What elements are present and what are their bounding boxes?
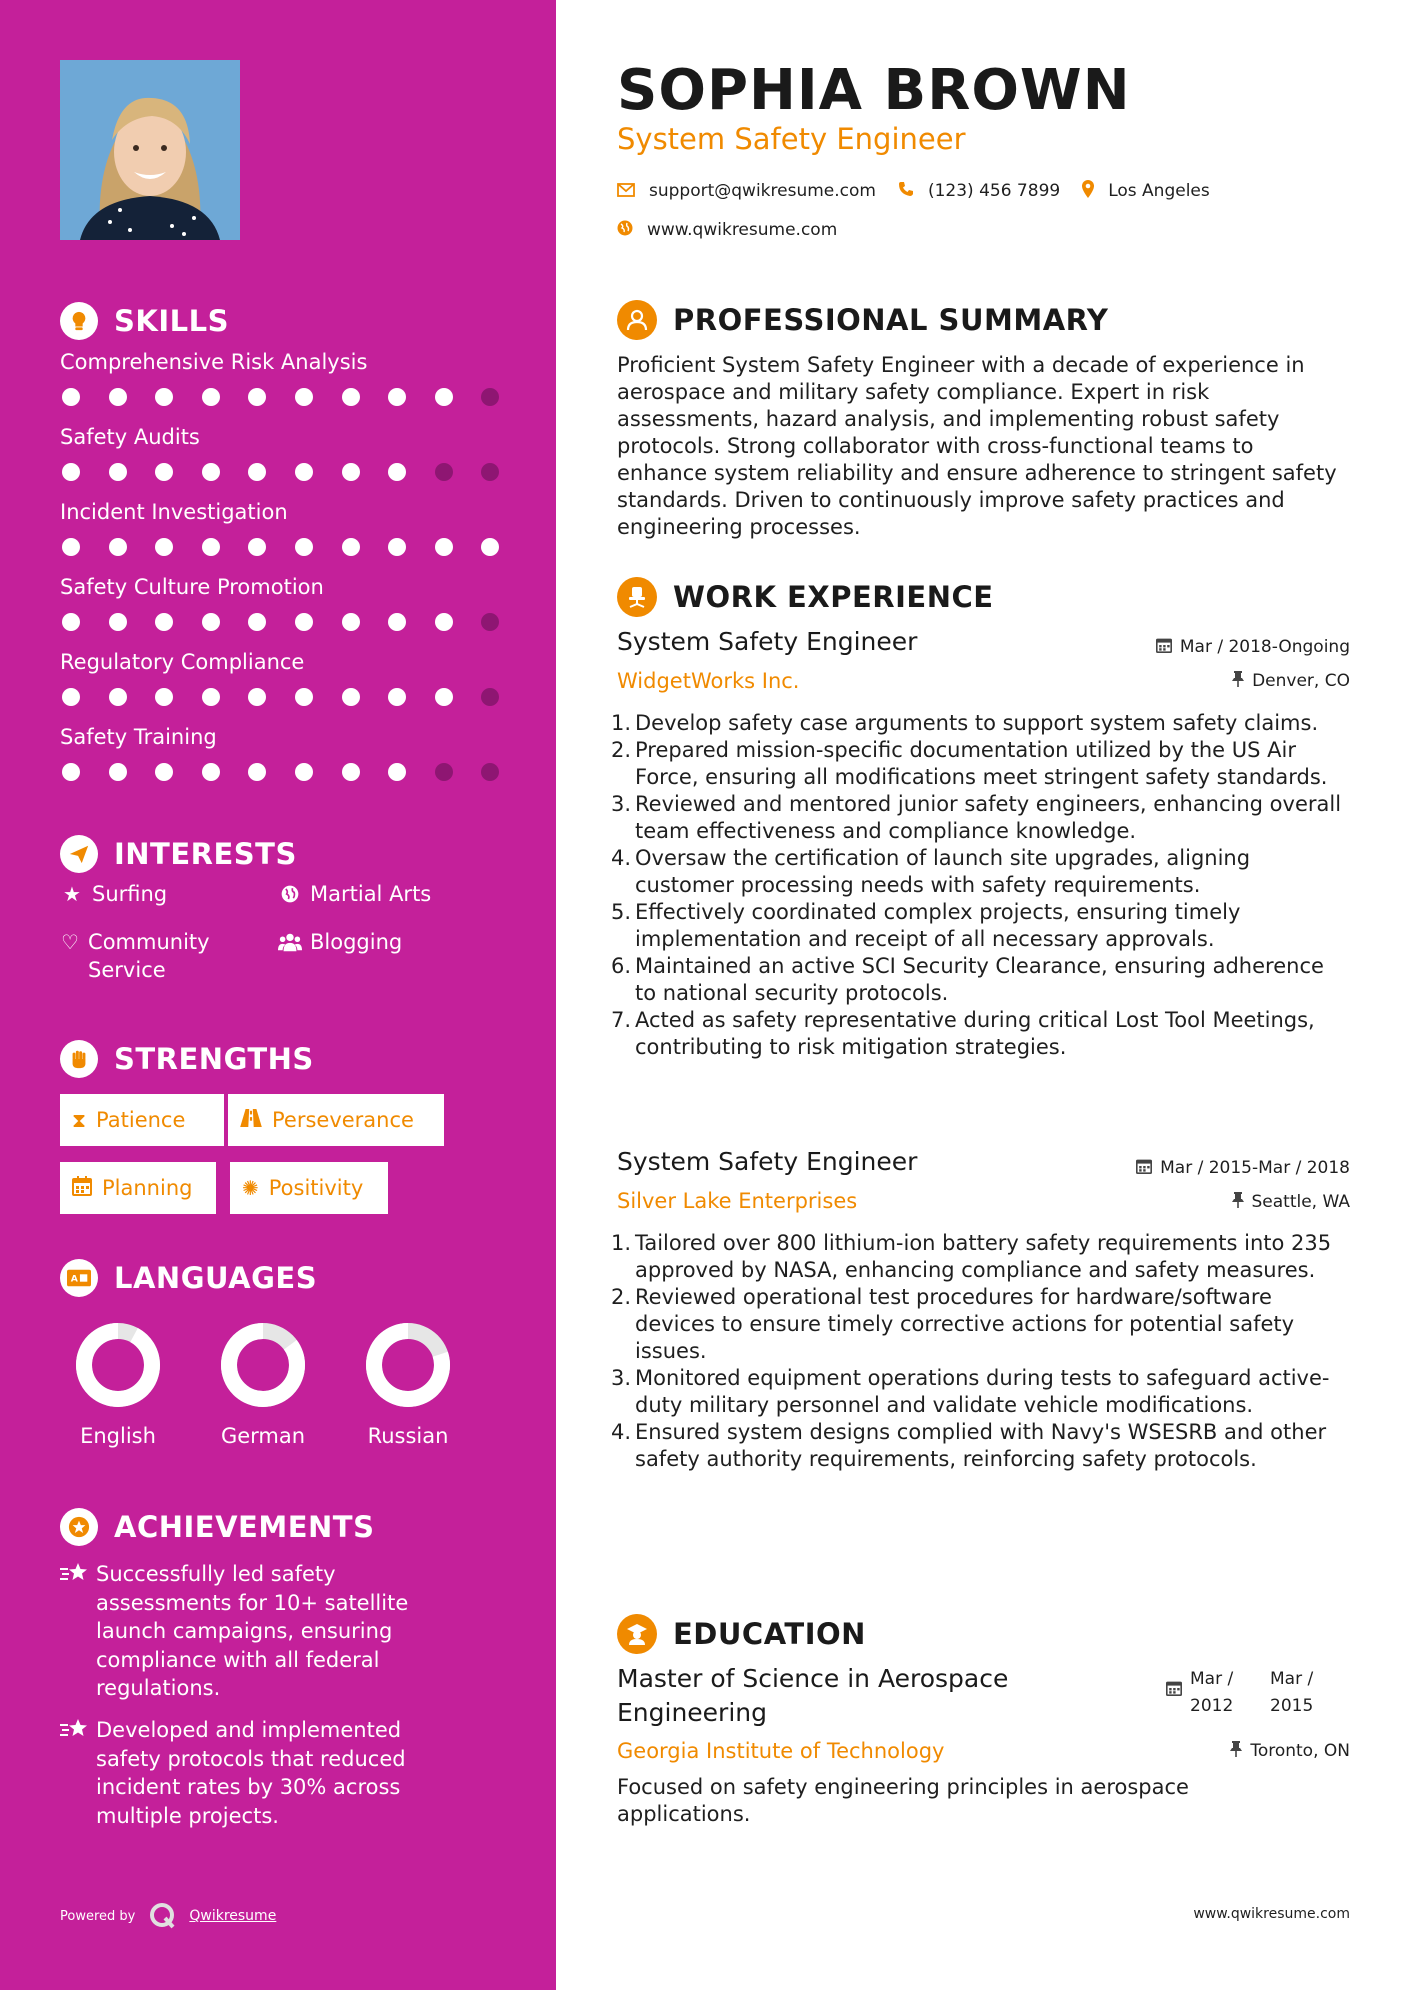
skill-rating [60, 463, 500, 481]
skills-title: SKILLS [114, 304, 229, 338]
strengths-heading [60, 1040, 314, 1078]
education-location-text: Toronto, ON [1250, 1741, 1350, 1761]
interest-item [60, 880, 167, 908]
language-donut [363, 1320, 453, 1410]
skills-heading [60, 302, 229, 340]
skill-rating [60, 763, 500, 781]
job-location [1232, 671, 1350, 691]
location-text: Los Angeles [1108, 181, 1210, 201]
summary-title: PROFESSIONAL SUMMARY [673, 303, 1109, 337]
job-bullets [611, 710, 1347, 1061]
skill-name: Incident Investigation [60, 500, 288, 524]
email-item [617, 181, 876, 201]
job-location [1232, 1192, 1351, 1212]
skills-list [60, 350, 500, 800]
rating-dot-filled [342, 538, 360, 556]
svg-text:A: A [70, 1273, 78, 1285]
rating-dot-empty [435, 463, 453, 481]
calendar-icon [1136, 1158, 1152, 1178]
summary-text: Proficient System Safety Engineer with a decade of experience in aerospace and military safety compliance. Expert in risk assessments, hazard analysis, and implementing robust safety protocols. Strong collaborator with cross-functional teams to enhance system reliability and ensure adherence to stringent safety standards. Driven to continuously improve safety practices and engineering processes. [617, 353, 1337, 539]
rating-dot-filled [248, 463, 266, 481]
achievement-text: Developed and implemented safety protocols that reduced incident rates by 30% across multiple projects. [96, 1718, 406, 1828]
language-item [203, 1320, 323, 1448]
rating-dot-filled [155, 613, 173, 631]
bullet-text: Maintained an active SCI Security Clearance, ensuring adherence to national security protocols. [635, 954, 1324, 1005]
footer-url[interactable]: www.qwikresume.com [1193, 1906, 1350, 1922]
rating-dot-filled [62, 388, 80, 406]
languages-heading [60, 1259, 317, 1297]
language-item [348, 1320, 468, 1448]
strength-tag [60, 1162, 216, 1214]
skill-name: Safety Audits [60, 425, 200, 449]
bullet-text: Tailored over 800 lithium-ion battery safety requirements into 235 approved by NASA, enhancing compliance and safety measures. [635, 1231, 1332, 1282]
skill-item [60, 500, 500, 575]
skill-rating [60, 388, 500, 406]
rating-dot-filled [295, 538, 313, 556]
rating-dot-filled [295, 613, 313, 631]
rating-dot-filled [202, 763, 220, 781]
job-bullet [611, 899, 1347, 953]
rating-dot-empty [481, 688, 499, 706]
road-icon [240, 1108, 262, 1132]
rating-dot-filled [202, 388, 220, 406]
strength-tag [60, 1094, 224, 1146]
achievement-item [60, 1560, 446, 1703]
language-donut [73, 1320, 163, 1410]
shooting-star-icon [60, 1716, 96, 1750]
achievement-text: Successfully led safety assessments for 10+ satellite launch campaigns, ensuring compliance with all federal regulations. [96, 1562, 409, 1700]
rating-dot-filled [248, 613, 266, 631]
education-end: Mar / 2015 [1270, 1669, 1314, 1716]
interest-item [278, 928, 402, 959]
education-location [1230, 1741, 1350, 1761]
graduate-icon [617, 1614, 657, 1654]
rating-dot-filled [155, 388, 173, 406]
calendar-icon [1156, 637, 1172, 657]
website-text[interactable]: www.qwikresume.com [647, 220, 838, 240]
phone-text[interactable]: (123) 456 7899 [927, 181, 1061, 201]
skill-name: Safety Culture Promotion [60, 575, 324, 599]
rating-dot-filled [248, 538, 266, 556]
education-title: EDUCATION [673, 1617, 866, 1651]
office-chair-icon [617, 577, 657, 617]
company-name: WidgetWorks Inc. [617, 669, 800, 693]
bullet-text: Prepared mission-specific documentation utilized by the US Air Force, ensuring all modifications meet stringent safety standards. [635, 738, 1328, 789]
bullet-number: 2. [611, 738, 632, 762]
bullet-text: Ensured system designs complied with Navy's WSESRB and other safety authority requirements, reinforcing safety protocols. [635, 1420, 1327, 1471]
user-icon [617, 300, 657, 340]
skill-name: Regulatory Compliance [60, 650, 305, 674]
interest-label: Blogging [310, 930, 403, 954]
rating-dot-empty [435, 763, 453, 781]
pushpin-icon [1230, 1741, 1242, 1761]
rating-dot-filled [155, 688, 173, 706]
rating-dot-filled [109, 688, 127, 706]
rating-dot-empty [481, 463, 499, 481]
school-name: Georgia Institute of Technology [617, 1739, 945, 1763]
bullet-text: Oversaw the certification of launch site upgrades, aligning customer processing needs with safety requirements. [635, 846, 1251, 897]
location-item [1082, 180, 1210, 202]
job-bullet [611, 1365, 1347, 1419]
globe-icon [278, 880, 302, 911]
job-bullet [611, 737, 1347, 791]
strength-label: Perseverance [272, 1108, 414, 1132]
rating-dot-filled [295, 463, 313, 481]
achievements-heading [60, 1508, 374, 1546]
website-row [617, 220, 859, 240]
job-location-text: Denver, CO [1252, 671, 1350, 691]
interests-heading [60, 835, 297, 873]
summary-heading [617, 300, 1108, 340]
rating-dot-filled [62, 463, 80, 481]
language-icon [60, 1259, 98, 1297]
bullet-number: 3. [611, 792, 632, 816]
rating-dot-filled [155, 763, 173, 781]
rating-dot-filled [295, 763, 313, 781]
fist-icon [60, 1040, 98, 1078]
bullet-text: Reviewed and mentored junior safety engineers, enhancing overall team effectiveness and compliance knowledge. [635, 792, 1342, 843]
job-title: System Safety Engineer [617, 627, 918, 656]
job-dates-text: Mar / 2015-Mar / 2018 [1160, 1158, 1350, 1178]
pushpin-icon [1232, 671, 1244, 691]
powered-by-label: Powered by [60, 1908, 136, 1924]
rating-dot-filled [109, 763, 127, 781]
job-bullet [611, 791, 1347, 845]
hourglass-icon: ⧗ [72, 1108, 87, 1132]
rating-dot-empty [481, 388, 499, 406]
language-item [58, 1320, 178, 1448]
rating-dot-filled [388, 463, 406, 481]
skill-rating [60, 613, 500, 631]
bullet-text: Acted as safety representative during critical Lost Tool Meetings, contributing to risk mitigation strategies. [635, 1008, 1315, 1059]
job-bullet [611, 1007, 1347, 1061]
rating-dot-filled [248, 388, 266, 406]
phone-icon [898, 181, 914, 201]
rating-dot-filled [388, 688, 406, 706]
rating-dot-filled [342, 763, 360, 781]
bullet-number: 1. [611, 711, 632, 735]
bullet-number: 6. [611, 954, 632, 978]
degree-title: Master of Science in Aerospace Engineering [617, 1664, 1009, 1727]
language-donut-fill [84, 1331, 152, 1399]
shooting-star-icon [60, 1560, 96, 1594]
skill-item [60, 650, 500, 725]
job-location-text: Seattle, WA [1251, 1192, 1350, 1212]
strength-label: Patience [96, 1108, 186, 1132]
email-text[interactable]: support@qwikresume.com [649, 181, 876, 201]
bullet-text: Reviewed operational test procedures for hardware/software devices to ensure timely corrective actions for potential safety issues. [635, 1285, 1295, 1363]
skill-item [60, 425, 500, 500]
skill-rating [60, 688, 500, 706]
language-donut [218, 1320, 308, 1410]
job-title: System Safety Engineer [617, 1147, 918, 1176]
interests-title: INTERESTS [114, 837, 297, 871]
rating-dot-empty [481, 763, 499, 781]
map-pin-icon [1082, 180, 1094, 202]
skill-item [60, 575, 500, 650]
website-item [617, 220, 837, 240]
strength-label: Planning [102, 1176, 193, 1200]
candidate-name: SOPHIA BROWN [617, 58, 1131, 123]
rating-dot-filled [388, 388, 406, 406]
powered-by [60, 1902, 276, 1930]
languages-title: LANGUAGES [114, 1261, 318, 1295]
job-bullets [611, 1230, 1347, 1473]
skill-name: Comprehensive Risk Analysis [60, 350, 368, 374]
rating-dot-filled [295, 388, 313, 406]
rating-dot-filled [435, 538, 453, 556]
sidebar [0, 0, 556, 1990]
bullet-number: 2. [611, 1285, 632, 1309]
education-heading [617, 1614, 866, 1654]
language-name: German [220, 1424, 306, 1448]
rating-dot-filled [388, 763, 406, 781]
job-dates [1156, 637, 1350, 657]
interest-label: Martial Arts [310, 882, 432, 906]
contact-row [617, 180, 1232, 202]
rating-dot-filled [62, 688, 80, 706]
job-bullet [611, 1230, 1347, 1284]
job-dates [1136, 1158, 1350, 1178]
experience-title: WORK EXPERIENCE [673, 580, 994, 614]
bullet-text: Develop safety case arguments to support system safety claims. [635, 711, 1319, 735]
bullet-number: 3. [611, 1366, 632, 1390]
sun-icon: ✺ [242, 1176, 259, 1200]
rating-dot-filled [248, 763, 266, 781]
achievements-title: ACHIEVEMENTS [114, 1510, 375, 1544]
bullet-number: 4. [611, 1420, 632, 1444]
pushpin-icon [1232, 1192, 1244, 1212]
rating-dot-filled [388, 538, 406, 556]
skill-item [60, 725, 500, 800]
rating-dot-filled [109, 613, 127, 631]
job-bullet [611, 1284, 1347, 1365]
star-icon: ★ [63, 882, 81, 906]
bullet-number: 7. [611, 1008, 632, 1032]
interest-item [60, 928, 260, 984]
rating-dot-filled [342, 388, 360, 406]
qwikresume-link[interactable]: Qwikresume [189, 1908, 277, 1924]
strength-tag [230, 1162, 388, 1214]
qwikresume-logo-icon [149, 1902, 177, 1930]
experience-heading [617, 577, 994, 617]
rating-dot-filled [342, 688, 360, 706]
skill-name: Safety Training [60, 725, 217, 749]
bullet-number: 1. [611, 1231, 632, 1255]
strength-label: Positivity [268, 1176, 364, 1200]
calendar-icon [72, 1176, 92, 1201]
profile-photo [60, 60, 240, 240]
rating-dot-filled [295, 688, 313, 706]
paper-plane-icon [60, 835, 98, 873]
rating-dot-filled [342, 463, 360, 481]
rating-dot-filled [481, 538, 499, 556]
users-icon [278, 928, 302, 959]
bullet-text: Monitored equipment operations during tests to safeguard active-duty military personnel and validate vehicle modifications. [635, 1366, 1330, 1417]
strengths-title: STRENGTHS [114, 1042, 314, 1076]
company-name: Silver Lake Enterprises [617, 1189, 858, 1213]
lightbulb-icon [60, 302, 98, 340]
skill-rating [60, 538, 500, 556]
education-description: Focused on safety engineering principles in aerospace applications. [617, 1775, 1189, 1826]
interest-label: Surfing [92, 882, 168, 906]
rating-dot-filled [342, 613, 360, 631]
bullet-number: 4. [611, 846, 632, 870]
medal-star-icon [60, 1508, 98, 1546]
rating-dot-filled [109, 388, 127, 406]
phone-item [898, 181, 1060, 201]
rating-dot-filled [62, 763, 80, 781]
rating-dot-filled [248, 688, 266, 706]
calendar-icon [1166, 1680, 1182, 1700]
strength-tag [228, 1094, 444, 1146]
job-dates-text: Mar / 2018-Ongoing [1179, 637, 1350, 657]
job-bullet [611, 845, 1347, 899]
envelope-icon [617, 182, 635, 201]
rating-dot-filled [435, 388, 453, 406]
rating-dot-filled [202, 463, 220, 481]
achievement-item [60, 1716, 446, 1830]
rating-dot-filled [435, 613, 453, 631]
skill-item [60, 350, 500, 425]
rating-dot-filled [202, 688, 220, 706]
rating-dot-filled [62, 538, 80, 556]
interest-label: Community Service [88, 930, 210, 982]
education-start: Mar / 2012 [1190, 1669, 1234, 1716]
language-name: Russian [367, 1424, 449, 1448]
job-bullet [611, 710, 1347, 737]
rating-dot-filled [202, 538, 220, 556]
heart-icon: ♡ [61, 930, 79, 954]
rating-dot-filled [388, 613, 406, 631]
rating-dot-filled [155, 463, 173, 481]
job-bullet [611, 1419, 1347, 1473]
rating-dot-filled [109, 463, 127, 481]
rating-dot-filled [109, 538, 127, 556]
candidate-role: System Safety Engineer [617, 122, 966, 156]
rating-dot-filled [202, 613, 220, 631]
bullet-number: 5. [611, 900, 632, 924]
rating-dot-filled [435, 688, 453, 706]
bullet-text: Effectively coordinated complex projects, ensuring timely implementation and receipt of all necessary approvals. [635, 900, 1241, 951]
job-bullet [611, 953, 1347, 1007]
interest-item [278, 880, 431, 911]
globe-icon [617, 220, 633, 240]
education-dates [1166, 1666, 1350, 1720]
rating-dot-empty [481, 613, 499, 631]
language-name: English [80, 1424, 156, 1448]
rating-dot-filled [62, 613, 80, 631]
rating-dot-filled [155, 538, 173, 556]
